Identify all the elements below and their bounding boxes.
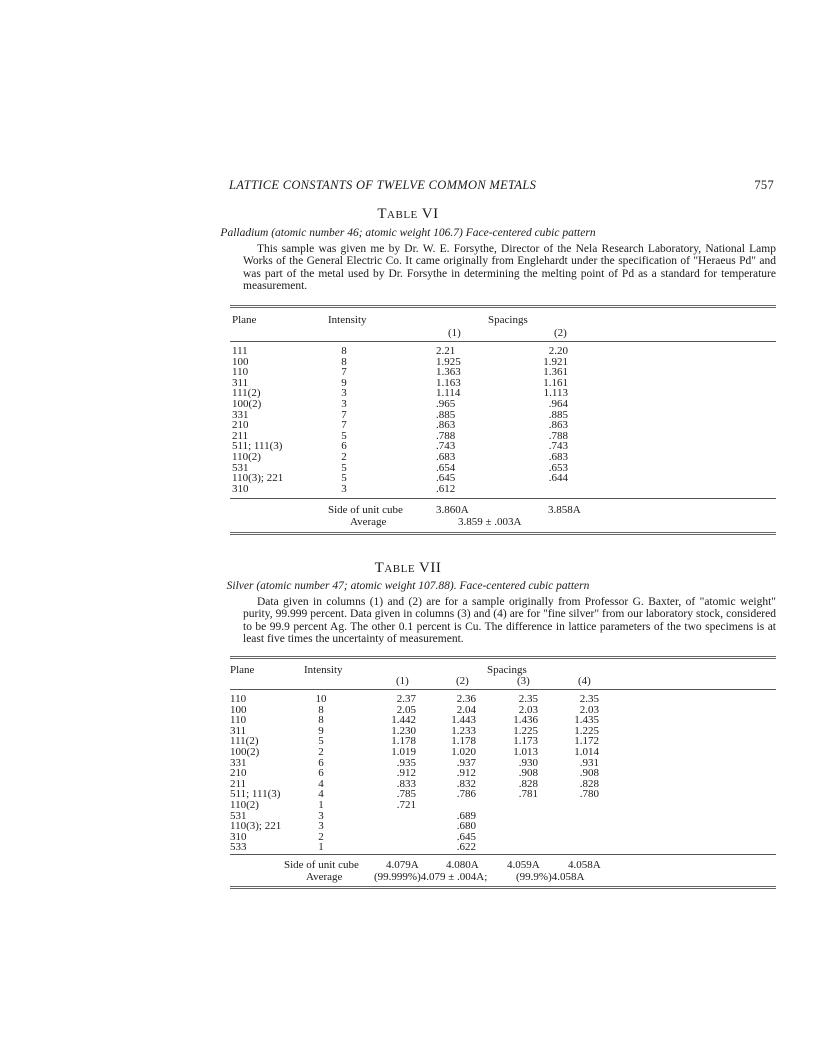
table6-cell-intensity: 5 (341, 461, 347, 474)
table7-cell-intensity: 1 (318, 841, 324, 854)
table6-cell-intensity: 7 (341, 419, 347, 432)
table7-col-4: (4) (578, 675, 591, 687)
table6-cell-plane: 511; 111(3) (232, 440, 283, 453)
table6-title: Table VI (377, 206, 439, 222)
table6-cell-spacing-1: .863 (436, 419, 456, 432)
table7-cell-intensity: 6 (318, 756, 324, 769)
table7-col-spacings: Spacings (487, 664, 527, 676)
table7-cell-plane: 331 (230, 756, 247, 769)
table6-side-label: Side of unit cube (328, 504, 403, 516)
page-number: 757 (754, 178, 774, 192)
table7-cell-spacing-2: 1.443 (451, 714, 476, 727)
table6-cell-plane: 110(3); 221 (232, 472, 284, 485)
table7-title: Table VII (374, 560, 442, 576)
table6-cell-plane: 111(2) (232, 387, 261, 400)
table6-cell-spacing-2: .683 (548, 451, 568, 463)
table7-cell-spacing-2: 2.36 (456, 693, 476, 705)
table7-cell-spacing-4: .828 (579, 777, 599, 790)
table7-cell-spacing-3: .781 (518, 788, 538, 801)
table6-cell-intensity: 5 (341, 429, 347, 442)
table6-col-plane: Plane (232, 314, 257, 326)
table7-description-text: Data given in columns (1) and (2) are for a sample originally from Professor G. Baxter, of "atomic weight" purity, 99.999 percent. Data given in columns (3) and (4) are for "fine silver" from our laboratory stock, considered to be 99.9 percent Ag. The other 0.1 percent is Cu. The difference in lattice parameters of the two specimens is at least five times the uncertainty of measurement. (243, 596, 776, 646)
table7-cell-spacing-1: 2.05 (396, 703, 416, 716)
table6-body-rule (230, 498, 776, 499)
table7-cell-spacing-3: 1.436 (513, 714, 538, 727)
running-title: LATTICE CONSTANTS OF TWELVE COMMON METALS (229, 178, 537, 192)
table6-cell-spacing-1: .788 (436, 429, 456, 442)
table7-cell-spacing-4: .780 (579, 788, 599, 801)
table6-cell-intensity: 7 (341, 366, 347, 379)
table6-cell-intensity: 3 (341, 398, 347, 410)
table7-cell-plane: 110 (230, 693, 247, 705)
table7-cell-plane: 110(2) (230, 799, 259, 811)
table6-header-rule (230, 341, 776, 342)
table6-avg-label: Average (350, 516, 387, 528)
table6-cell-spacing-2: 2.20 (548, 345, 568, 357)
table6-cell-intensity: 8 (341, 345, 347, 357)
table6-col-intensity: Intensity (328, 314, 367, 326)
table6-cell-spacing-1: .743 (436, 440, 456, 453)
table6-cell-spacing-1: .683 (436, 451, 456, 463)
table6-cell-plane: 311 (232, 376, 249, 389)
table6-cell-spacing-1: .885 (436, 408, 456, 421)
table7-cell-spacing-2: .680 (456, 820, 476, 833)
table7-col-intensity: Intensity (304, 664, 343, 676)
table7-cell-plane: 110(3); 221 (230, 820, 282, 833)
table6-cell-spacing-2: .885 (548, 408, 568, 421)
table7-cell-spacing-1: .721 (396, 799, 416, 811)
table7-cell-plane: 533 (230, 841, 247, 854)
table7-cell-spacing-2: .832 (456, 777, 476, 790)
table6-cell-spacing-2: 1.113 (543, 387, 568, 400)
table7-cell-spacing-1: 1.019 (391, 746, 416, 758)
table7-cell-intensity: 10 (315, 693, 327, 705)
table6-cell-intensity: 5 (341, 472, 347, 485)
table6-top-rule (230, 305, 776, 308)
table7-cell-intensity: 4 (318, 788, 324, 801)
table7-side-1: 4.079A (386, 859, 419, 871)
table7-description (243, 596, 776, 646)
table6-cell-intensity: 3 (341, 482, 347, 495)
table7-cell-intensity: 2 (318, 830, 324, 843)
table6-cell-spacing-1: .654 (436, 461, 456, 474)
table7-cell-plane: 211 (230, 777, 247, 790)
table6-cell-plane: 331 (232, 408, 249, 421)
table7-cell-spacing-1: 2.37 (396, 693, 416, 705)
table7-col-1: (1) (396, 675, 409, 687)
table7-cell-spacing-4: 1.435 (574, 714, 599, 727)
table6-cell-spacing-1: 1.363 (436, 366, 461, 379)
table6-cell-spacing-2: .964 (548, 398, 568, 410)
table6-side-1: 3.860A (436, 504, 469, 516)
table6-cell-spacing-1: 1.163 (436, 376, 461, 389)
table6-cell-spacing-2: 1.921 (543, 355, 568, 368)
table7-cell-spacing-3: .930 (518, 756, 538, 769)
table7-cell-spacing-2: .937 (456, 756, 476, 769)
table7-cell-spacing-4: .931 (579, 756, 599, 769)
table7-bottom-rule (230, 886, 776, 889)
table7-cell-spacing-2: .645 (456, 830, 476, 843)
table7-cell-spacing-2: 1.233 (451, 724, 476, 737)
table6-cell-spacing-2: .788 (548, 429, 568, 442)
table6-cell-spacing-1: .965 (436, 398, 456, 410)
table7-col-plane: Plane (230, 664, 255, 676)
table7-cell-plane: 111(2) (230, 735, 259, 748)
table7-cell-spacing-1: 1.442 (391, 714, 416, 727)
table6-side-2: 3.858A (548, 504, 581, 516)
table7-body-rule (230, 854, 776, 855)
table6-cell-spacing-2: .863 (548, 419, 568, 432)
table6-cell-intensity: 2 (341, 451, 347, 463)
table6-cell-plane: 100(2) (232, 398, 262, 410)
table7-cell-spacing-4: 1.172 (574, 735, 599, 748)
table7-header-rule (230, 689, 776, 690)
table7-avg-value-a: (99.999%)4.079 ± .004A; (374, 871, 488, 883)
table6-cell-spacing-2: .653 (548, 461, 568, 474)
table7-cell-spacing-3: .908 (518, 767, 538, 780)
table6-subtitle: Palladium (atomic number 46; atomic weight 106.7) Face-centered cubic pattern (220, 227, 596, 239)
table7-cell-spacing-1: .935 (396, 756, 416, 769)
table7-col-3: (3) (517, 675, 530, 687)
table6-cell-plane: 310 (232, 482, 249, 495)
table7-cell-plane: 100 (230, 703, 247, 716)
table7-side-3: 4.059A (507, 859, 540, 871)
table7-cell-spacing-1: .785 (396, 788, 416, 801)
table7-cell-spacing-2: .912 (456, 767, 476, 780)
table7-cell-spacing-4: 1.225 (574, 724, 599, 737)
table7-cell-plane: 110 (230, 714, 247, 727)
table7-cell-plane: 100(2) (230, 746, 260, 758)
table6-cell-intensity: 9 (341, 376, 347, 389)
table7-cell-spacing-1: .833 (396, 777, 416, 790)
table7-side-2: 4.080A (446, 859, 479, 871)
table6-cell-plane: 100 (232, 355, 249, 368)
table7-cell-intensity: 2 (318, 746, 324, 758)
table7-cell-spacing-3: 1.013 (513, 746, 538, 758)
table6-bottom-rule (230, 532, 776, 535)
table7-cell-plane: 310 (230, 830, 247, 843)
table7-cell-spacing-4: 2.03 (579, 703, 599, 716)
table6-cell-intensity: 7 (341, 408, 347, 421)
table7-cell-spacing-3: 2.03 (518, 703, 538, 716)
table6-cell-plane: 111 (232, 345, 248, 357)
table7-cell-spacing-1: .912 (396, 767, 416, 780)
table7-cell-intensity: 6 (318, 767, 324, 780)
table6-cell-spacing-2: .644 (548, 472, 568, 485)
table7-cell-spacing-2: 1.178 (451, 735, 476, 748)
table6-cell-spacing-1: .612 (436, 482, 456, 495)
table7-cell-plane: 210 (230, 767, 247, 780)
table7-cell-intensity: 9 (318, 724, 324, 737)
table6-cell-plane: 110 (232, 366, 249, 379)
table6-cell-intensity: 8 (341, 355, 347, 368)
table7-cell-intensity: 3 (318, 820, 324, 833)
table6-avg-value: 3.859 ± .003A (458, 516, 522, 528)
table7-cell-spacing-2: 2.04 (456, 703, 476, 716)
table7-cell-intensity: 8 (318, 714, 324, 727)
table7-subtitle: Silver (atomic number 47; atomic weight 107.88). Face-centered cubic pattern (226, 580, 590, 592)
table7-cell-spacing-4: 1.014 (574, 746, 599, 758)
table6-cell-spacing-1: 1.114 (436, 387, 461, 400)
table7-cell-intensity: 8 (318, 703, 324, 716)
table7-cell-spacing-4: .908 (579, 767, 599, 780)
table7-cell-intensity: 4 (318, 777, 324, 790)
table7-col-2: (2) (456, 675, 469, 687)
table7-cell-spacing-2: .786 (456, 788, 476, 801)
table6-cell-spacing-2: 1.361 (543, 366, 568, 379)
table7-cell-plane: 531 (230, 809, 247, 822)
table6-col-1: (1) (448, 327, 461, 339)
table6-cell-intensity: 6 (341, 440, 347, 453)
table7-cell-spacing-3: 1.225 (513, 724, 538, 737)
table6-description-text: This sample was given me by Dr. W. E. Forsythe, Director of the Nela Research Laboratory, National Lamp Works of the General Electric Co. It came originally from Englehardt under the specification of "Heraeus Pd" and was part of the metal used by Dr. Forsythe in determining the melting point of Pd as a standard for temperature measurement. (243, 243, 776, 293)
running-header (229, 178, 774, 193)
table6-col-spacings: Spacings (488, 314, 528, 326)
table6-cell-plane: 110(2) (232, 451, 261, 463)
table7-cell-intensity: 1 (318, 799, 324, 811)
table7-cell-spacing-2: 1.020 (451, 746, 476, 758)
table6-cell-spacing-2: .743 (548, 440, 568, 453)
table7-cell-spacing-2: .689 (456, 809, 476, 822)
table7-top-rule (230, 656, 776, 659)
table6-cell-spacing-1: 2.21 (436, 345, 456, 357)
table7-cell-plane: 511; 111(3) (230, 788, 281, 801)
table6-cell-spacing-1: 1.925 (436, 355, 461, 368)
table7-cell-spacing-1: 1.230 (391, 724, 416, 737)
table7-side-4: 4.058A (568, 859, 601, 871)
table6-cell-intensity: 3 (341, 387, 347, 400)
table6-description (243, 243, 776, 293)
table7-avg-label: Average (306, 871, 343, 883)
table7-cell-spacing-1: 1.178 (391, 735, 416, 748)
table7-cell-plane: 311 (230, 724, 247, 737)
table7-cell-spacing-3: 2.35 (518, 693, 538, 705)
table7-cell-intensity: 3 (318, 809, 324, 822)
table7-avg-value-b: (99.9%)4.058A (516, 871, 585, 883)
table6-cell-plane: 211 (232, 429, 249, 442)
table7-cell-spacing-4: 2.35 (579, 693, 599, 705)
table7-cell-intensity: 5 (318, 735, 324, 748)
table7-cell-spacing-3: 1.173 (513, 735, 538, 748)
table7-side-label: Side of unit cube (284, 859, 359, 871)
table7-cell-spacing-2: .622 (456, 841, 476, 854)
table6-col-2: (2) (554, 327, 567, 339)
table6-cell-spacing-2: 1.161 (543, 376, 568, 389)
table6-cell-plane: 531 (232, 461, 249, 474)
table6-cell-spacing-1: .645 (436, 472, 456, 485)
table7-cell-spacing-3: .828 (518, 777, 538, 790)
table6-cell-plane: 210 (232, 419, 249, 432)
